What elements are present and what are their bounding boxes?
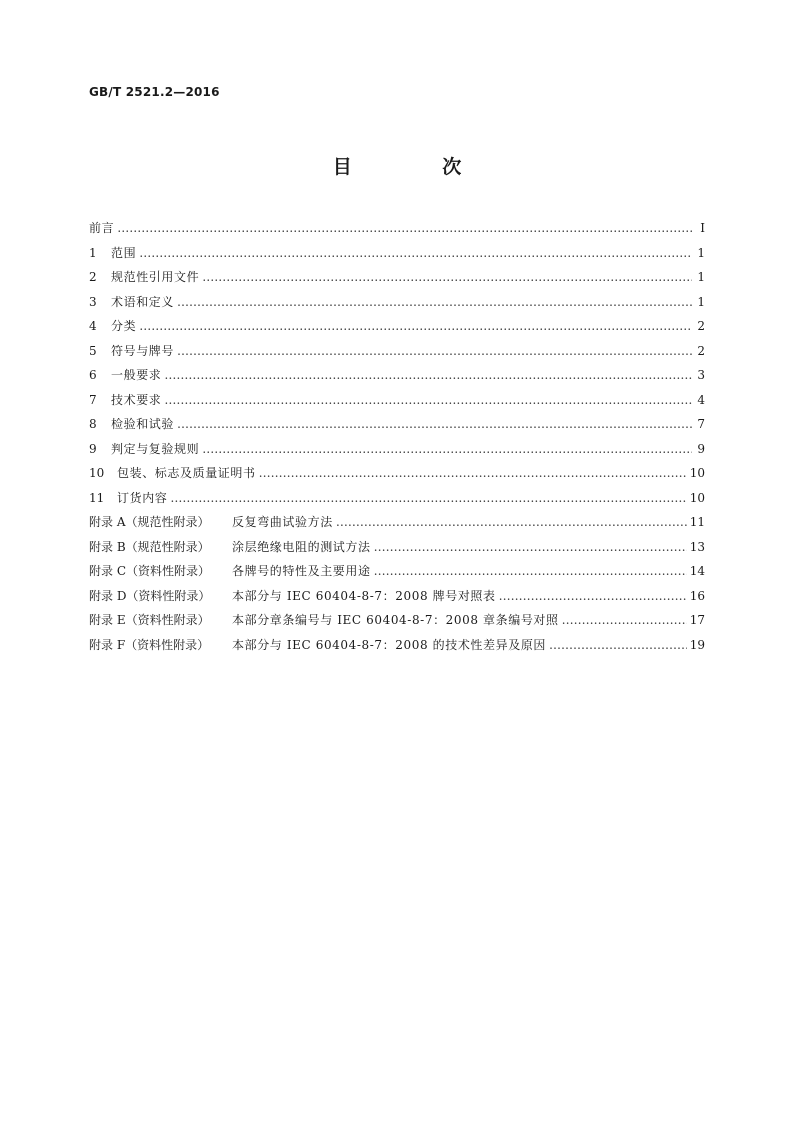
- toc-dot-leader: [164, 388, 692, 413]
- toc-entry-title: 反复弯曲试验方法: [232, 515, 333, 529]
- toc-entry-2[interactable]: [89, 265, 705, 290]
- toc-entry-3[interactable]: [89, 290, 705, 315]
- toc-dot-leader: [374, 559, 687, 584]
- toc-entry-page: 13: [689, 539, 705, 554]
- toc-entry-title: 判定与复验规则: [111, 441, 200, 456]
- toc-entry-number: 8: [89, 417, 97, 431]
- toc-entry-10[interactable]: [89, 461, 705, 486]
- toc-appendix-label: 附录 D（资料性附录）: [89, 588, 211, 603]
- toc-entry-appendix-e[interactable]: [89, 608, 705, 633]
- toc-entry-page: 10: [689, 490, 705, 505]
- toc-entry-title: 涂层绝缘电阻的测试方法: [232, 539, 371, 554]
- toc-dot-leader: [117, 216, 692, 241]
- toc-entry-page: 2: [697, 343, 705, 358]
- toc-entry-8[interactable]: [89, 412, 705, 437]
- toc-appendix-label: 附录 A（规范性附录）: [89, 515, 210, 529]
- toc-entry-7[interactable]: [89, 388, 705, 413]
- toc-entry-page: 2: [697, 319, 705, 333]
- toc-entry-title: 本部分与 IEC 60404-8-7：2008 的技术性差异及原因: [232, 637, 547, 652]
- toc-entry-number: 6: [89, 368, 97, 382]
- toc-entry-page: 16: [689, 588, 705, 603]
- toc-entry-5[interactable]: [89, 339, 705, 364]
- toc-dot-leader: [549, 633, 687, 658]
- toc-entry-title: 符号与牌号: [111, 343, 175, 358]
- toc-entry-title: 各牌号的特性及主要用途: [232, 564, 371, 578]
- toc-entry-title: 一般要求: [111, 368, 162, 382]
- toc-entry-title: 本部分与 IEC 60404-8-7：2008 牌号对照表: [232, 588, 496, 603]
- toc-entry-appendix-f[interactable]: [89, 633, 705, 658]
- toc-entry-9[interactable]: [89, 437, 705, 462]
- toc-entry-page: 10: [689, 466, 705, 480]
- toc-entry-page: 11: [689, 515, 705, 529]
- toc-entry-title: 订货内容: [117, 490, 168, 505]
- toc-entry-title: 技术要求: [111, 392, 162, 407]
- toc-entry-appendix-d[interactable]: [89, 584, 705, 609]
- toc-entry-title: 术语和定义: [111, 294, 175, 309]
- toc-dot-leader: [336, 510, 687, 535]
- toc-entry-number: 7: [89, 392, 97, 407]
- toc-entry-title: 本部分章条编号与 IEC 60404-8-7：2008 章条编号对照: [232, 613, 559, 627]
- toc-entry-1[interactable]: [89, 241, 705, 266]
- toc-dot-leader: [374, 535, 687, 560]
- toc-entry-number: 1: [89, 245, 97, 260]
- toc-dot-leader: [170, 486, 686, 511]
- toc-entry-page: Ⅰ: [700, 221, 705, 235]
- toc-entry-number: 9: [89, 441, 97, 456]
- toc-entry-page: 14: [689, 564, 705, 578]
- toc-entry-page: 17: [689, 613, 705, 627]
- toc-dot-leader: [499, 584, 687, 609]
- toc-entry-page: 1: [697, 270, 705, 284]
- toc-entry-number: 3: [89, 294, 97, 309]
- toc-entry-page: 9: [697, 441, 705, 456]
- toc-entry-number: 10: [89, 466, 105, 480]
- toc-entry-title: 分类: [111, 319, 137, 333]
- toc-entry-title: 前言: [89, 221, 115, 235]
- toc-dot-leader: [177, 412, 692, 437]
- toc-entry-title: 包装、标志及质量证明书: [117, 466, 256, 480]
- toc-entry-number: 5: [89, 343, 97, 358]
- toc-title: 目 次: [332, 156, 504, 178]
- document-code: GB/T 2521.2—2016: [89, 85, 220, 99]
- toc-entry-page: 4: [697, 392, 705, 407]
- table-of-contents: [89, 216, 705, 657]
- toc-entry-11[interactable]: [89, 486, 705, 511]
- toc-entry-number: 11: [89, 490, 105, 505]
- toc-appendix-label: 附录 E（资料性附录）: [89, 613, 210, 627]
- toc-dot-leader: [164, 363, 692, 388]
- toc-dot-leader: [202, 437, 692, 462]
- toc-entry-appendix-c[interactable]: [89, 559, 705, 584]
- toc-entry-page: 7: [697, 417, 705, 431]
- toc-entry-title: 规范性引用文件: [111, 270, 200, 284]
- toc-entry-number: 4: [89, 319, 97, 333]
- toc-dot-leader: [562, 608, 687, 633]
- toc-entry-number: 2: [89, 270, 97, 284]
- toc-entry-foreword[interactable]: [89, 216, 705, 241]
- toc-dot-leader: [139, 241, 692, 266]
- toc-dot-leader: [202, 265, 692, 290]
- toc-entry-title: 检验和试验: [111, 417, 175, 431]
- toc-dot-leader: [177, 339, 692, 364]
- toc-entry-appendix-b[interactable]: [89, 535, 705, 560]
- toc-appendix-label: 附录 B（规范性附录）: [89, 539, 210, 554]
- toc-entry-page: 1: [697, 294, 705, 309]
- toc-dot-leader: [259, 461, 687, 486]
- toc-entry-4[interactable]: [89, 314, 705, 339]
- toc-appendix-label: 附录 F（资料性附录）: [89, 637, 210, 652]
- toc-entry-title: 范围: [111, 245, 137, 260]
- toc-dot-leader: [139, 314, 692, 339]
- toc-entry-page: 1: [697, 245, 705, 260]
- toc-entry-page: 19: [689, 637, 705, 652]
- toc-appendix-label: 附录 C（资料性附录）: [89, 564, 210, 578]
- toc-entry-appendix-a[interactable]: [89, 510, 705, 535]
- toc-dot-leader: [177, 290, 692, 315]
- toc-entry-6[interactable]: [89, 363, 705, 388]
- toc-entry-page: 3: [697, 368, 705, 382]
